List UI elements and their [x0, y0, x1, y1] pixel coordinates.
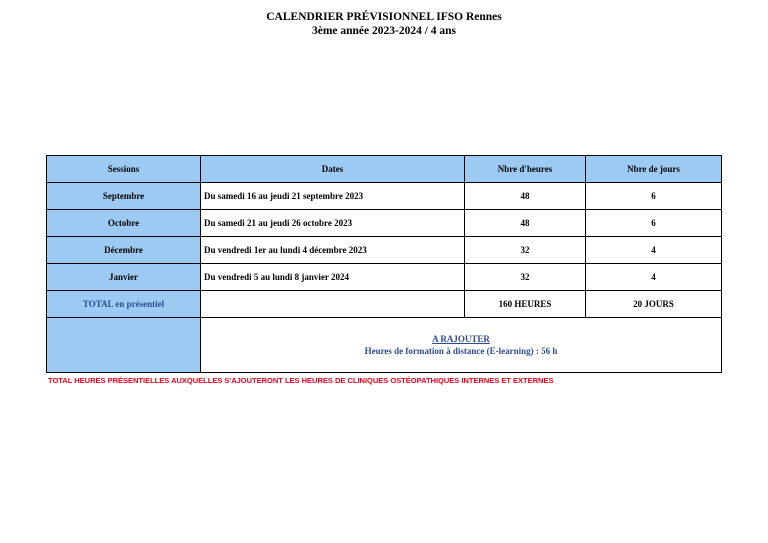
dates-cell: Du samedi 16 au jeudi 21 septembre 2023: [201, 183, 465, 210]
days-cell: 4: [586, 237, 722, 264]
table-row: [47, 237, 722, 264]
total-days: 20 JOURS: [586, 291, 722, 318]
days-cell: 6: [586, 210, 722, 237]
session-cell: Janvier: [47, 264, 201, 291]
total-empty-cell: [201, 291, 465, 318]
dates-cell: Du vendredi 5 au lundi 8 janvier 2024: [201, 264, 465, 291]
column-header-hours: Nbre d'heures: [465, 156, 586, 183]
hours-cell: 32: [465, 237, 586, 264]
footnote-warning: TOTAL HEURES PRÉSENTIELLES AUXQUELLES S'AJOUTERONT LES HEURES DE CLINIQUES OSTÉOPATHIQUES INTERNES ET EXTERNES: [48, 376, 554, 385]
hours-cell: 48: [465, 210, 586, 237]
session-cell: Octobre: [47, 210, 201, 237]
days-cell: 6: [586, 183, 722, 210]
session-cell: Septembre: [47, 183, 201, 210]
add-link[interactable]: A RAJOUTER: [432, 334, 490, 344]
note-cell: [201, 318, 722, 373]
note-row: [47, 318, 722, 373]
column-header-sessions: Sessions: [47, 156, 201, 183]
dates-cell: Du samedi 21 au jeudi 26 octobre 2023: [201, 210, 465, 237]
column-header-days: Nbre de jours: [586, 156, 722, 183]
total-row: [47, 291, 722, 318]
table-header-row: [47, 156, 722, 183]
total-hours: 160 HEURES: [465, 291, 586, 318]
table-row: [47, 183, 722, 210]
days-cell: 4: [586, 264, 722, 291]
elearning-note: Heures de formation à distance (E-learning) : 56 h: [364, 346, 558, 356]
dates-cell: Du vendredi 1er au lundi 4 décembre 2023: [201, 237, 465, 264]
note-row-side-cell: [47, 318, 201, 373]
hours-cell: 32: [465, 264, 586, 291]
table-row: [47, 210, 722, 237]
total-label: TOTAL en présentiel: [47, 291, 201, 318]
table-row: [47, 264, 722, 291]
document-title: [0, 10, 768, 38]
schedule-table: [46, 155, 722, 373]
title-line-1: CALENDRIER PRÉVISIONNEL IFSO Rennes: [266, 11, 502, 23]
hours-cell: 48: [465, 183, 586, 210]
column-header-dates: Dates: [201, 156, 465, 183]
title-line-2: 3ème année 2023-2024 / 4 ans: [311, 25, 457, 37]
session-cell: Décembre: [47, 237, 201, 264]
